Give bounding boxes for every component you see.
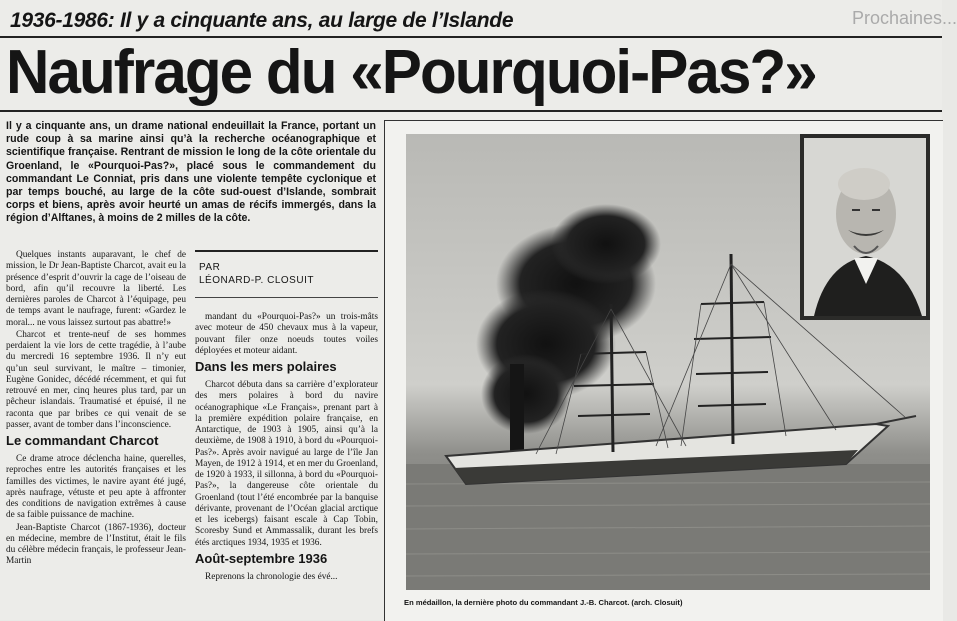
paragraph: Reprenons la chronologie des évé... [205,571,338,582]
subheading: Dans les mers polaires [195,359,337,374]
byline [195,250,378,306]
photo-caption: En médaillon, la dernière photo du commandant J.-B. Charcot. (arch. Closuit) [404,598,683,607]
kicker-line: 1936-1986: Il y a cinquante ans, au large de l’Islande [10,9,514,32]
paragraph: Charcot et trente-neuf de ses hommes perdaient la vie lors de cette tragédie, à l’aube du mercredi 16 septembre 1936. Il n’y eut qu’un seul survivant, le maître – timonier, Eugène Gonidec, décédé récemment, et qui fut retrouvé en mer, cinq heures plus tard, par un pêcheur islandais. Traumatisé et épuisé, il ne raconta que par bribes ce qui venait de se passer, avant de tomber dans l’inconscience. [6,329,186,430]
byline-rule [195,297,378,298]
subheading: Le commandant Charcot [6,433,159,448]
article-lead: Il y a cinquante ans, un drame national endeuillait la France, portant un rude coup à sa marine ainsi qu’à la recherche océanographique et scientifique française. Rentrant de mission le long de la côte orientale du Groenland, le «Pourquoi-Pas?», placé sous le commandement du commandant Le Conniat, pris dans une violente tempête cyclonique et par temps bouché, au large de la côte sud-ouest d’Islande, sombrait corps et biens, après avoir heurté un amas de récifs immergés, dans la région d’Alftanes, à moins de 2 milles de la côte. [6,120,376,225]
portrait-photo [800,134,930,320]
subheading: Août-septembre 1936 [195,550,328,566]
paragraph: Quelques instants auparavant, le chef de mission, le Dr Jean-Baptiste Charcot, avait eu la présence d’esprit d’ouvrir la cage de l’oiseau de bord, afin qu’il recouvre la liberté. Les dernières paroles de Charcot à l’équipage, peu de temps avant le naufrage, furent: «Gardez le moral... ne vous laissez surtout pas abattre!» [6,250,186,328]
paragraph: Charcot débuta dans sa carrière d’explorateur des mers polaires à bord du navire océanographique «Le Français», prenant part à la première expédition polaire française, en Antarctique, de 1903 à 1905, ainsi qu’à la deuxième, de 1908 à 1910, à bord du «Pourquoi-Pas?». Après avoir navigué au large de l’île Jan Mayen, de 1912 à 1914, et en mer du Groenland, de 1920 à 1933, il sillonna, à bord du «Pourquoi-Pas?», la dangereuse côte orientale du Groenland (tout l’été encombrée par la banquise dérivante, provenant de l’Océan glacial arctique et les icebergs) faisant escale à Cap Tobin, Scoresby Sund et Ammassalik, durant les brefs étés arctiques 1934, 1935 et 1936. [195,380,378,548]
byline-author: LÉONARD-P. CLOSUIT [199,275,314,286]
adjacent-article-fragment: Prochaines... [852,8,957,28]
paragraph: Jean-Baptiste Charcot (1867-1936), docteur en médecine, membre de l’Institut, était le fils du célèbre médecin français, le professeur Jean-Martin [6,522,186,567]
text-column-2 [195,312,378,620]
byline-rule [195,250,378,252]
paragraph: mandant du «Pourquoi-Pas?» un trois-mâts avec moteur de 450 chevaux mus à la vapeur, pouvant filer onze noeuds toutes voiles déployées et moteur aidant. [195,312,378,356]
headline-rule [0,110,942,112]
headline: Naufrage du «Pourquoi-Pas?» [6,38,816,107]
byline-prefix: PAR [199,262,221,273]
paragraph: Ce drame atroce déclencha haine, querelles, reproches entre les autorités françaises et les familles des victimes, le navire ayant été jugé, après naufrage, vétuste et peu apte à affronter des conditions de navigation extrêmes à cause de sa faible puissance de machine. [6,454,186,521]
ship-photo [406,134,930,590]
text-column-1 [6,250,186,620]
